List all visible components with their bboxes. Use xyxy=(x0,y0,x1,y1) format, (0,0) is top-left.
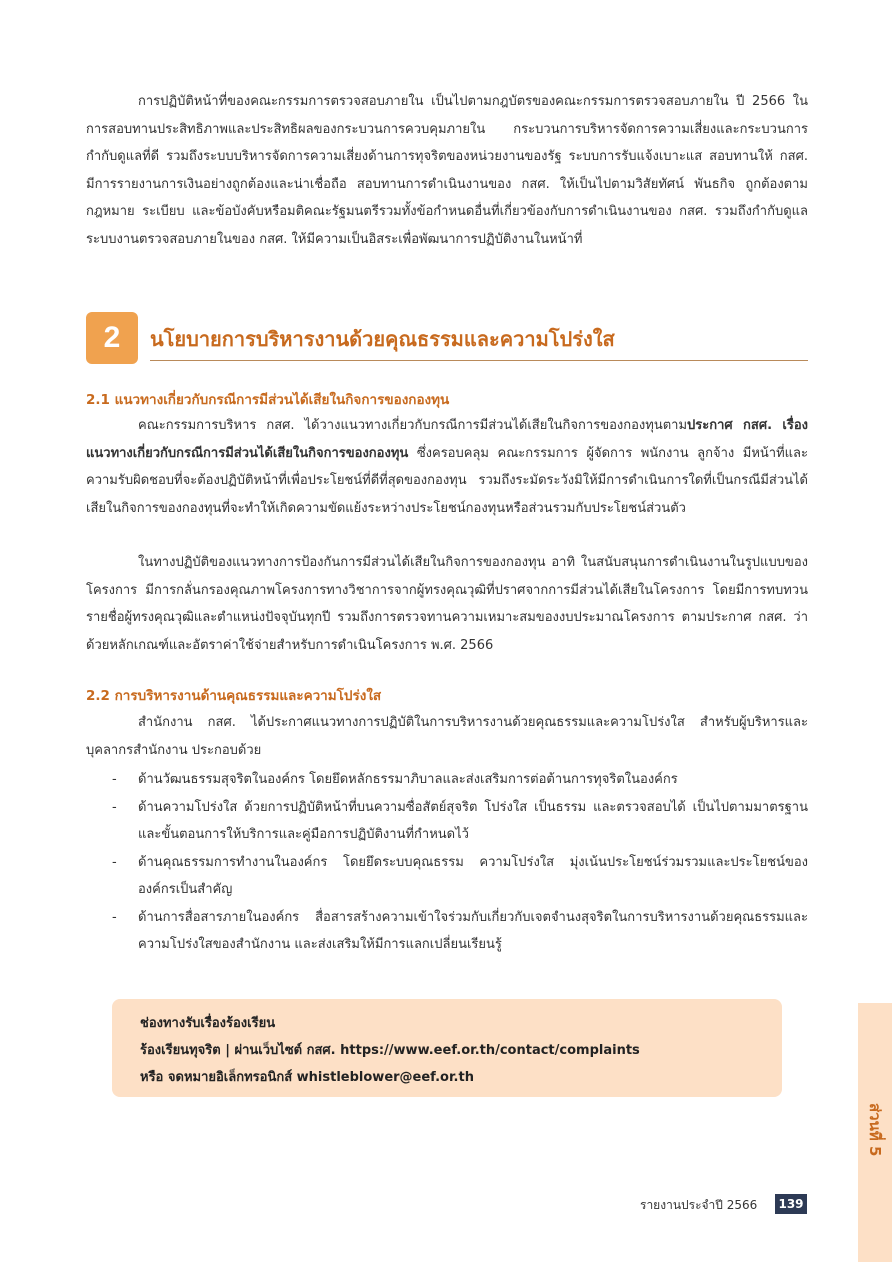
intro-paragraph: การปฏิบัติหน้าที่ของคณะกรรมการตรวจสอบภายใน เป็นไปตามกฎบัตรของคณะกรรมการตรวจสอบภายใน ปี 2566 ในการสอบทานประสิทธิภาพและประสิทธิผลของกระบวนการควบคุมภายใน กระบวนการบริหารจัดการความเสี่ยงและกระบวนการกำกับดูแลที่ดี รวมถึงระบบบริหารจัดการความเสี่ยงด้านการทุจริตของหน่วยงานของรัฐ ระบบการรับแจ้งเบาะแส สอบทานให้ กสศ. มีการรายงานการเงินอย่างถูกต้องและน่าเชื่อถือ สอบทานการดำเนินงานของ กสศ. ให้เป็นไปตามวิสัยทัศน์ พันธกิจ ถูกต้องตามกฎหมาย ระเบียบ และข้อบังคับหรือมติคณะรัฐมนตรีรวมทั้งข้อกำหนดอื่นที่เกี่ยวข้องกับการดำเนินงานของ กสศ. รวมถึงกำกับดูแลระบบงานตรวจสอบภายในของ กสศ. ให้มีความเป็นอิสระเพื่อพัฒนาการปฏิบัติงานในหน้าที่ xyxy=(86,94,808,247)
paragraph-text: ซึ่งครอบคลุม คณะกรรมการ ผู้จัดการ พนักงาน ลูกจ้าง มีหน้าที่และความรับผิดชอบที่จะต้องปฏิบัติหน้าที่เพื่อประโยชน์ที่ดีที่สุดของกองทุน รวมถึงระมัดระวังมิให้มีการดำเนินการใดที่เป็นกรณีมีส่วนได้เสียในกิจการของกองทุนที่จะทำให้เกิดความขัดแย้งระหว่างประโยชน์กองทุนหรือส่วนรวมกับประโยชน์ส่วนตัว xyxy=(86,445,808,516)
report-label: รายงานประจำปี 2566 xyxy=(640,1198,758,1212)
principles-list xyxy=(86,766,808,959)
section-number-badge: 2 xyxy=(86,312,138,364)
section-divider xyxy=(150,360,808,361)
subsection-2-1-paragraph-1 xyxy=(86,412,808,522)
subsection-2-2-intro: สำนักงาน กสศ. ได้ประกาศแนวทางการปฏิบัติในการบริหารงานด้วยคุณธรรมและความโปร่งใส สำหรับผู้บริหารและบุคลากรสำนักงาน ประกอบด้วย xyxy=(86,715,808,758)
complaint-channels-title: ช่องทางรับเรื่องร้องเรียน xyxy=(140,1016,276,1031)
chapter-side-tab xyxy=(858,1003,892,1262)
subsection-2-1-paragraph-2: ในทางปฏิบัติของแนวทางการป้องกันการมีส่วนได้เสียในกิจการของกองทุน อาทิ ในสนับสนุนการดำเนินงานในรูปแบบของโครงการ มีการกลั่นกรองคุณภาพโครงการทางวิชาการจากผู้ทรงคุณวุฒิที่ปราศจากการมีส่วนได้เสียในโครงการ โดยมีการทบทวนรายชื่อผู้ทรงคุณวุฒิและตำแหน่งปัจจุบันทุกปี รวมถึงการตรวจทานความเหมาะสมของงบประมาณโครงการ ตามประกาศ กสศ. ว่าด้วยหลักเกณฑ์และอัตราค่าใช้จ่ายสำหรับการดำเนินโครงการ พ.ศ. 2566 xyxy=(86,555,808,653)
bullet-marker: - xyxy=(112,772,117,787)
list-item xyxy=(86,794,808,849)
paragraph-text: คณะกรรมการบริหาร กสศ. ได้วางแนวทางเกี่ยวกับกรณีการมีส่วนได้เสียในกิจการของกองทุนตาม xyxy=(138,418,688,433)
complaint-website-line[interactable]: ร้องเรียนทุจริต | ผ่านเว็บไซต์ กสศ. https://www.eef.or.th/contact/complaints xyxy=(140,1043,640,1058)
list-item xyxy=(86,904,808,959)
chapter-label: ส่วนที่ 5 xyxy=(866,1103,884,1157)
bullet-marker: - xyxy=(112,799,117,815)
subsection-2-1-heading: 2.1 แนวทางเกี่ยวกับกรณีการมีส่วนได้เสียในกิจการของกองทุน xyxy=(86,392,450,408)
subsection-2-2-heading: 2.2 การบริหารงานด้านคุณธรรมและความโปร่งใส xyxy=(86,688,382,704)
list-item xyxy=(86,849,808,904)
list-item-text: ด้านคุณธรรมการทำงานในองค์กร โดยยึดระบบคุณธรรม ความโปร่งใส มุ่งเน้นประโยชน์ร่วมรวมและประโยชน์ขององค์กรเป็นสำคัญ xyxy=(138,854,808,897)
list-item xyxy=(86,766,808,794)
complaint-email-line[interactable]: หรือ จดหมายอิเล็กทรอนิกส์ whistleblower@eef.or.th xyxy=(140,1070,474,1085)
section-title: นโยบายการบริหารงานด้วยคุณธรรมและความโปร่งใส xyxy=(150,327,615,351)
list-item-text: ด้านความโปร่งใส ด้วยการปฏิบัติหน้าที่บนความซื่อสัตย์สุจริต โปร่งใส เป็นธรรม และตรวจสอบได้ เป็นไปตามมาตรฐานและขั้นตอนการให้บริการและคู่มือการปฏิบัติงานที่กำหนดไว้ xyxy=(138,799,808,842)
page-number: 139 xyxy=(775,1194,807,1214)
bullet-marker: - xyxy=(112,854,117,870)
complaint-channels-box xyxy=(112,999,782,1097)
bullet-marker: - xyxy=(112,909,117,925)
list-item-text: ด้านวัฒนธรรมสุจริตในองค์กร โดยยึดหลักธรรมาภิบาลและส่งเสริมการต่อต้านการทุจริตในองค์กร xyxy=(138,772,678,787)
announcement-reference: ประกาศ กสศ. เรื่อง แนวทางเกี่ยวกับกรณีการมีส่วนได้เสียในกิจการของกองทุน xyxy=(86,418,808,461)
list-item-text: ด้านการสื่อสารภายในองค์กร สื่อสารสร้างความเข้าใจร่วมกับเกี่ยวกับเจตจำนงสุจริตในการบริหารงานด้วยคุณธรรมและความโปร่งใสของสำนักงาน และส่งเสริมให้มีการแลกเปลี่ยนเรียนรู้ xyxy=(138,909,808,952)
